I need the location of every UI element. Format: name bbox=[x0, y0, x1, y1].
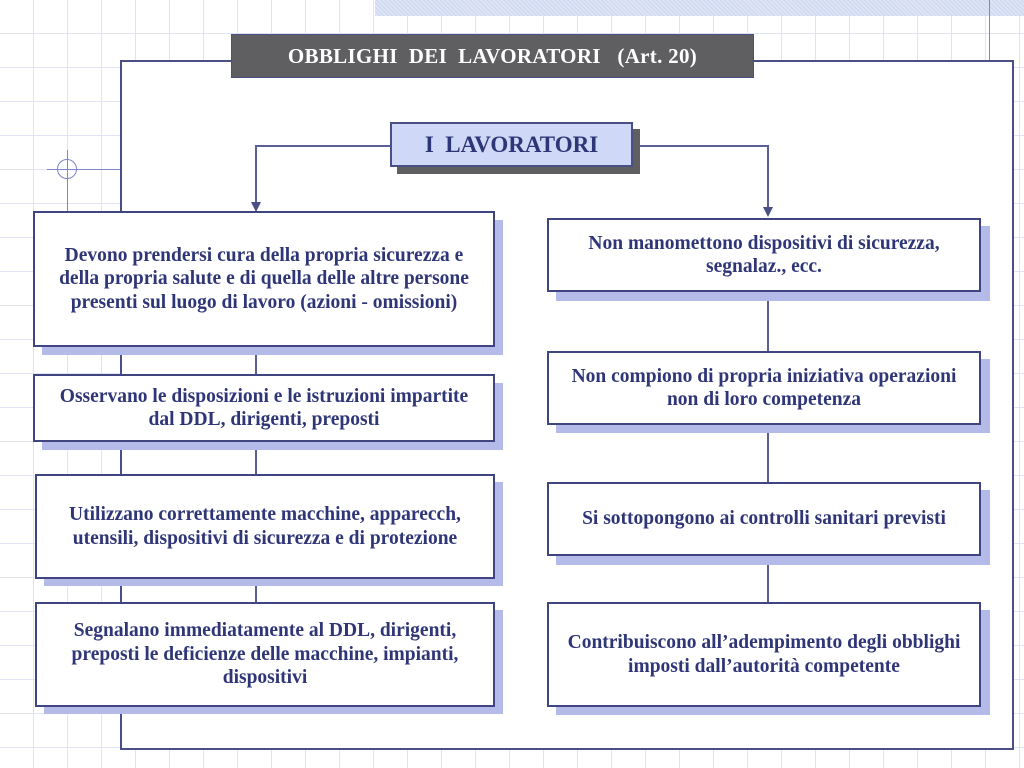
crosshair-circle-icon bbox=[57, 159, 77, 179]
arrow-down-icon bbox=[763, 207, 773, 217]
connector-root-left-v bbox=[255, 145, 257, 205]
right-node-1: Non manomettono dispositivi di sicurezza, segnalaz., ecc. bbox=[547, 218, 981, 292]
right-node-4: Contribuiscono all’adempimento degli obblighi imposti dall’autorità competente bbox=[547, 602, 981, 707]
connector-root-right-h bbox=[640, 145, 769, 147]
left-node-4: Segnalano immediatamente al DDL, dirigenti, preposti le deficienze delle macchine, impianti, dispositivi bbox=[35, 602, 495, 707]
connector-root-right-v bbox=[767, 145, 769, 209]
root-node: I LAVORATORI bbox=[390, 122, 633, 167]
left-node-1: Devono prendersi cura della propria sicurezza e della propria salute e di quella delle altre persone presenti sul luogo di lavoro (azioni - omissioni) bbox=[33, 211, 495, 347]
right-node-2: Non compiono di propria iniziativa operazioni non di loro competenza bbox=[547, 351, 981, 425]
left-node-3: Utilizzano correttamente macchine, apparecch, utensili, dispositivi di sicurezza e di protezione bbox=[35, 474, 495, 579]
top-hatched-band bbox=[375, 0, 1024, 16]
slide-title: OBBLIGHI DEI LAVORATORI (Art. 20) bbox=[231, 34, 754, 78]
right-node-3: Si sottopongono ai controlli sanitari previsti bbox=[547, 482, 981, 556]
left-node-2: Osservano le disposizioni e le istruzioni impartite dal DDL, dirigenti, preposti bbox=[33, 374, 495, 442]
connector-root-left-h bbox=[256, 145, 390, 147]
decor-vertical-line-right bbox=[989, 0, 990, 60]
